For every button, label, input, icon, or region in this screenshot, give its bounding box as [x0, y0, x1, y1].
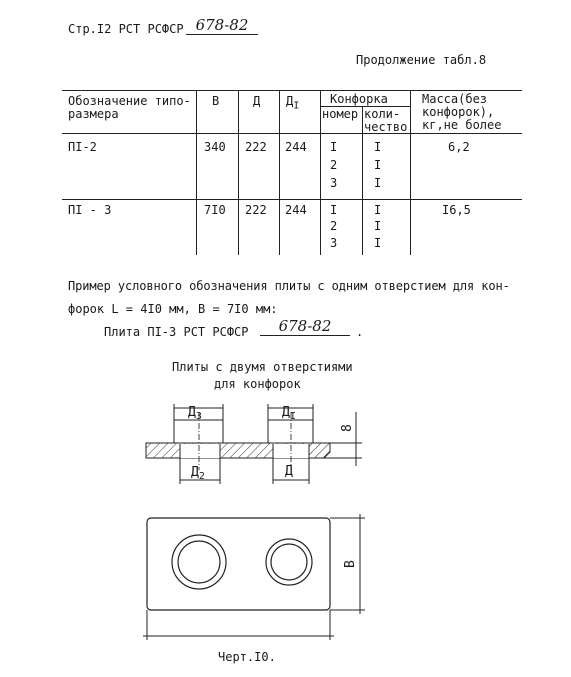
header-nomer: номер: [322, 107, 359, 121]
page-ref-text: Стр.I2 РСТ РСФСР: [68, 22, 184, 36]
label-d: Д: [285, 464, 293, 479]
row-designation: ПI - 3: [68, 203, 112, 217]
table-continuation-label: Продолжение табл.8: [356, 53, 487, 67]
row-number: 2: [330, 158, 338, 172]
row-designation: ПI-2: [68, 140, 97, 154]
row-number: 3: [330, 176, 338, 190]
label-d3: $Д_3$: [188, 405, 202, 422]
header-kolichestvo: коли- чество: [364, 107, 408, 134]
row-mass: 6,2: [448, 140, 470, 154]
row-count: I: [374, 219, 382, 233]
row-count: I: [374, 236, 382, 250]
header-d1: $Д_I$: [286, 94, 300, 112]
row-mass: I6,5: [442, 203, 471, 217]
plate-plan-view: [143, 514, 365, 640]
figure-title-line-2: для конфорок: [214, 377, 301, 391]
header-mass: Масса(без конфорок), кг,не более: [422, 92, 502, 132]
row-count: I: [374, 203, 382, 217]
row-count: I: [374, 140, 382, 154]
doc-number-handwritten: 678-82: [186, 16, 258, 35]
row-d1: 244: [285, 203, 307, 217]
row-number: 3: [330, 236, 338, 250]
example-line-2: форок L = 4I0 мм, В = 7I0 мм:: [68, 302, 278, 316]
row-b: 7I0: [204, 203, 226, 217]
header-konforka: Конфорка: [330, 92, 388, 106]
example-line-1: Пример условного обозначения плиты с одним отверстием для кон-: [68, 279, 510, 293]
plate-section-view: [146, 404, 362, 484]
header-d: Д: [253, 94, 261, 108]
example-designation-prefix: Плита ПI-3 РСТ РСФСР: [104, 325, 249, 339]
row-number: 2: [330, 219, 338, 233]
header-b: В: [212, 94, 220, 108]
header-designation: Обозначение типо- размера: [68, 94, 191, 121]
label-thickness: 8: [340, 424, 355, 432]
example-handwritten-number: 678-82: [260, 317, 350, 336]
row-count: I: [374, 158, 382, 172]
label-b: В: [343, 560, 358, 568]
example-period: .: [356, 325, 364, 339]
label-d2: $Д_2$: [191, 465, 205, 482]
row-count: I: [374, 176, 382, 190]
figure-caption: Черт.I0.: [218, 650, 276, 664]
row-number: I: [330, 203, 338, 217]
row-d: 222: [245, 140, 267, 154]
figure-title-line-1: Плиты с двумя отверстиями: [172, 360, 353, 374]
row-number: I: [330, 140, 338, 154]
row-d1: 244: [285, 140, 307, 154]
row-b: 340: [204, 140, 226, 154]
label-d1: $Д_I$: [282, 405, 296, 422]
row-d: 222: [245, 203, 267, 217]
